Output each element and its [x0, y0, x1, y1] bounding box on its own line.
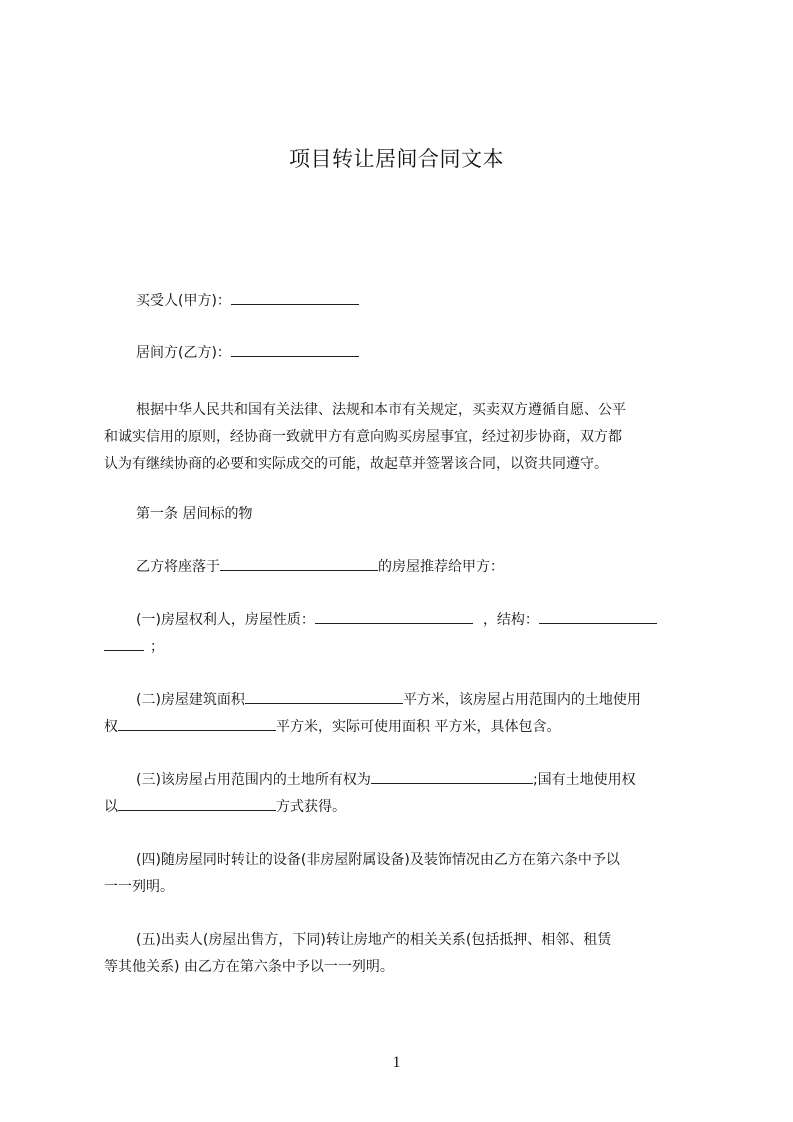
item-2-line2-prefix: 权 [104, 719, 118, 735]
document-title: 项目转让居间合同文本 [289, 147, 504, 171]
item-5-line-1: (五)出卖人(房屋出售方，下同)转让房地产的相关关系(包括抵押、相邻、租赁 [136, 932, 612, 948]
structure-blank [539, 607, 657, 624]
item-1-prefix: (一)房屋权利人，房屋性质： [136, 612, 315, 628]
item-3-line-1 [104, 766, 732, 794]
item-2-suffix: 平方米，该房屋占用范围内的土地使用 [402, 692, 641, 708]
acquisition-method-blank [118, 794, 276, 811]
item-1-line-2 [104, 633, 700, 661]
location-blank [220, 554, 378, 571]
preamble-line-2: 和诚实信用的原则，经协商一致就甲方有意向购买房屋事宜，经过初步协商，双方都 [104, 429, 622, 445]
item-1-line-1 [104, 606, 732, 634]
item-2-line-1 [104, 686, 732, 714]
item-3-line2-prefix: 以 [104, 799, 118, 815]
party-a-line [104, 287, 732, 315]
article-1-intro [104, 553, 732, 581]
item-1-end: ； [150, 639, 164, 655]
intro-prefix: 乙方将座落于 [136, 559, 220, 575]
item-3-prefix: (三)该房屋占用范围内的土地所有权为 [136, 772, 371, 788]
party-a-blank [231, 288, 359, 305]
party-a-label: 买受人(甲方)： [136, 293, 231, 309]
item-3-line-2 [104, 793, 700, 821]
item-2-line-2 [104, 713, 700, 741]
item-3-line2-suffix: 方式获得。 [276, 799, 346, 815]
item-2-line2-suffix: 平方米，实际可使用面积 平方米，具体包含。 [276, 719, 561, 735]
party-b-label: 居间方(乙方)： [136, 345, 231, 361]
land-ownership-blank [371, 767, 533, 784]
page-number: 1 [392, 1054, 401, 1071]
item-2-prefix: (二)房屋建筑面积 [136, 692, 245, 708]
property-nature-blank [315, 607, 473, 624]
land-use-area-blank [118, 714, 276, 731]
preamble-line-1: 根据中华人民共和国有关法律、法规和本市有关规定，买卖双方遵循自愿、公平 [136, 402, 626, 418]
structure-blank-cont [104, 634, 144, 651]
item-1-mid: ，结构： [482, 612, 539, 628]
article-1-heading: 第一条 居间标的物 [136, 506, 253, 522]
intro-suffix: 的房屋推荐给甲方： [378, 559, 504, 575]
building-area-blank [245, 687, 403, 704]
item-5-line-2: 等其他关系) 由乙方在第六条中予以一一列明。 [104, 959, 394, 975]
item-4-line-2: 一一列明。 [104, 879, 174, 895]
party-b-blank [231, 340, 359, 357]
party-b-line [104, 339, 732, 367]
item-4-line-1: (四)随房屋同时转让的设备(非房屋附属设备)及装饰情况由乙方在第六条中予以 [136, 852, 620, 868]
preamble-line-3: 认为有继续协商的必要和实际成交的可能，故起草并签署该合同，以资共同遵守。 [104, 456, 608, 472]
item-3-suffix: ;国有土地使用权 [532, 772, 636, 788]
